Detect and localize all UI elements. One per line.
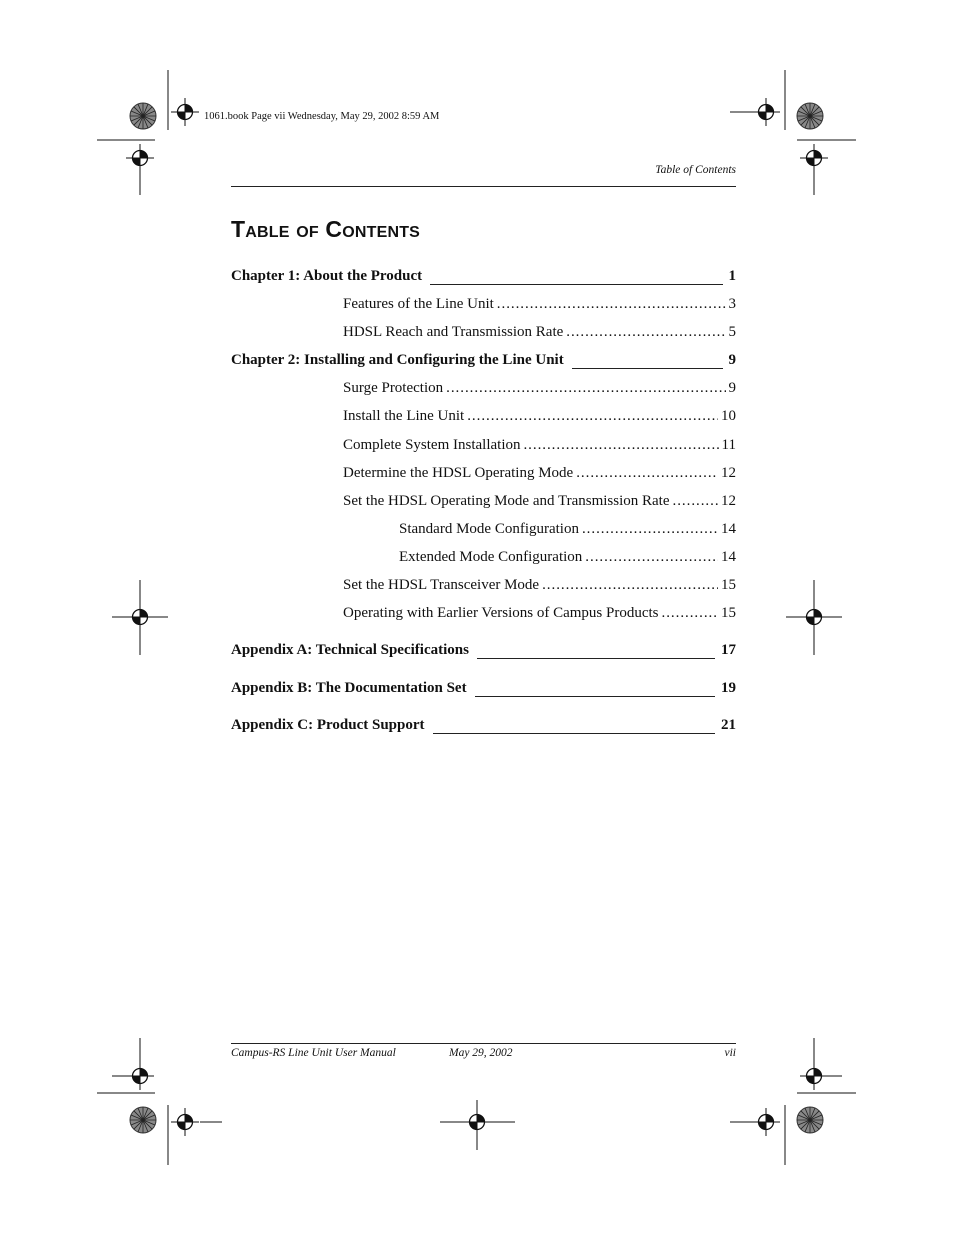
footer-manual-title: Campus-RS Line Unit User Manual <box>231 1047 396 1059</box>
toc-entry[interactable]: HDSL Reach and Transmission Rate . . . 5 <box>231 318 736 346</box>
print-slug: 1061.book Page vii Wednesday, May 29, 2002 8:59 AM <box>204 111 440 122</box>
running-head: Table of Contents <box>655 164 736 176</box>
toc-entry[interactable]: Install the Line Unit . . . 10 <box>231 402 736 430</box>
toc-entry[interactable]: Features of the Line Unit . . . 3 <box>231 290 736 318</box>
toc-entry[interactable]: Set the HDSL Operating Mode and Transmission Rate . . . 12 <box>231 487 736 515</box>
toc-entry[interactable]: Extended Mode Configuration . . . 14 <box>231 543 736 571</box>
toc-entry[interactable]: Complete System Installation . . . 11 <box>231 431 736 459</box>
toc-entry-appendix-b[interactable]: Appendix B: The Documentation Set 19 <box>231 679 736 696</box>
toc-entry-chapter-2[interactable]: Chapter 2: Installing and Configuring the Line Unit 9 <box>231 352 736 369</box>
footer-rule <box>231 1043 736 1044</box>
toc-entry[interactable]: Set the HDSL Transceiver Mode . . . 15 <box>231 571 736 599</box>
toc-entry[interactable]: Operating with Earlier Versions of Campus Products . . . 15 <box>231 599 736 627</box>
toc-entry-appendix-c[interactable]: Appendix C: Product Support 21 <box>231 717 736 734</box>
footer-page-number: vii <box>724 1047 736 1059</box>
toc-entry[interactable]: Determine the HDSL Operating Mode . . . 12 <box>231 459 736 487</box>
footer-date: May 29, 2002 <box>449 1047 513 1059</box>
toc-entry-chapter-1[interactable]: Chapter 1: About the Product 1 <box>231 268 736 284</box>
toc-entry[interactable]: Standard Mode Configuration . . . 14 <box>231 515 736 543</box>
toc-entry-appendix-a[interactable]: Appendix A: Technical Specifications 17 <box>231 642 736 659</box>
table-of-contents <box>231 262 736 740</box>
toc-entry[interactable]: Surge Protection . . . 9 <box>231 374 736 402</box>
header-rule <box>231 186 736 187</box>
page-title: Table of Contents <box>231 216 421 242</box>
